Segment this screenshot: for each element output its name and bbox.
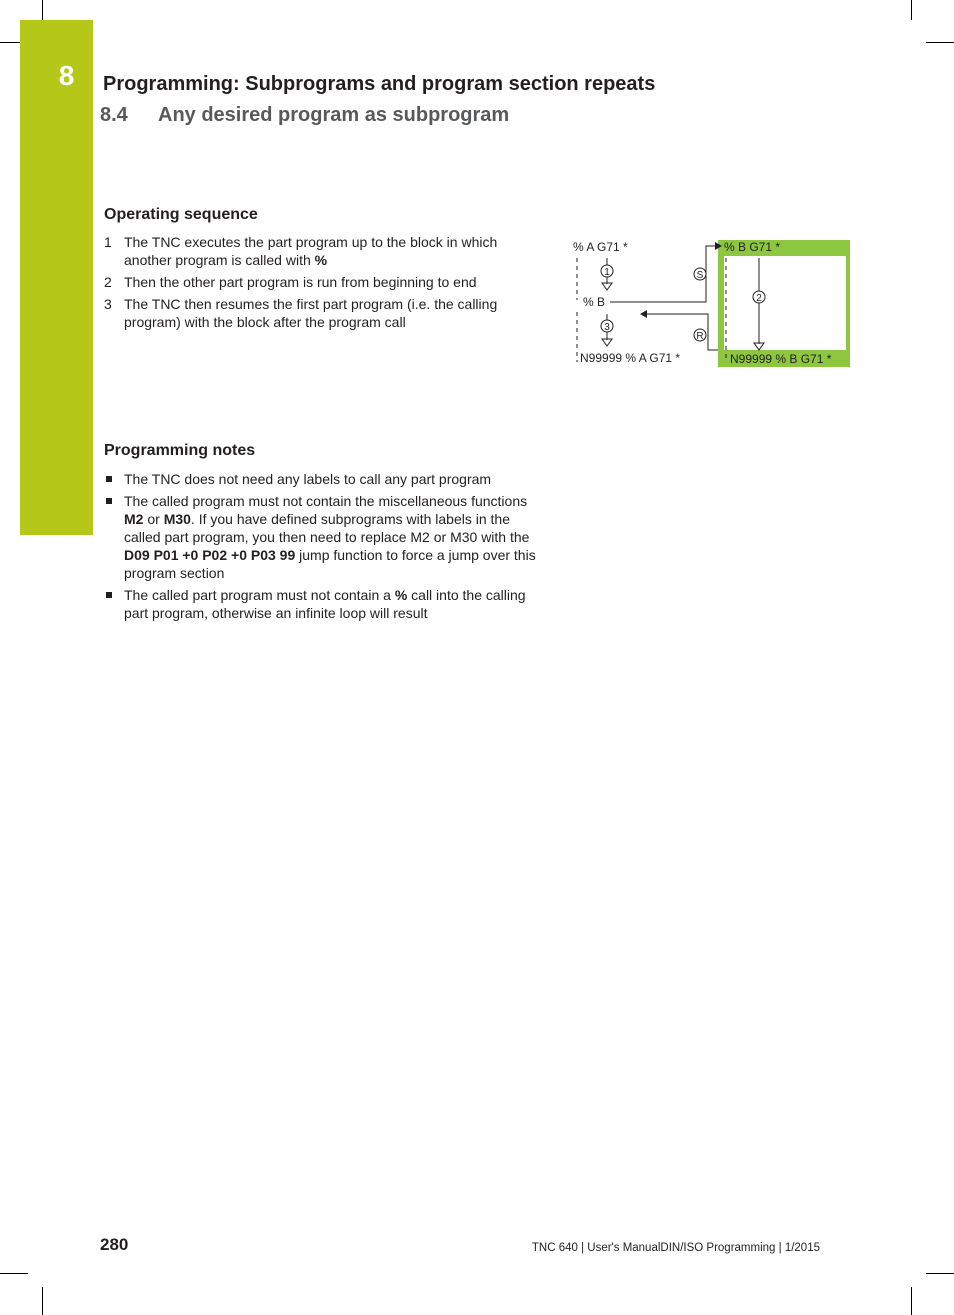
note-text: call into the calling part program, otherwise an infinite loop will result: [124, 587, 526, 621]
crop-mark: [42, 1287, 43, 1315]
arrow-head: [602, 339, 612, 346]
programming-notes-heading: Programming notes: [104, 442, 256, 459]
marker-2-label: 2: [756, 293, 762, 304]
step-code: %: [314, 252, 328, 268]
main-end-label: N99999 % A G71 *: [580, 351, 681, 365]
call-label: % B: [583, 295, 606, 309]
note-text: The called program must not contain the miscellaneous functions: [124, 493, 528, 509]
arrow-head: [602, 283, 612, 290]
note-text: . If you have defined subprograms with labels in the called part program, you then need to replace M2 or M30 with the: [124, 511, 530, 545]
crop-mark: [0, 1273, 28, 1274]
step-text: The TNC then resumes the first part program (i.e. the calling program) with the block after the program call: [124, 296, 498, 330]
note-text: The TNC does not need any labels to call any part program: [124, 471, 492, 487]
marker-s-label: S: [696, 270, 704, 281]
list-item: [104, 233, 524, 269]
note-code: %: [394, 587, 408, 603]
step-number: 1: [104, 234, 112, 250]
step-number: 2: [104, 274, 112, 290]
list-item: [104, 470, 544, 488]
note-text: or: [143, 511, 164, 527]
page-number: 280: [100, 1235, 129, 1254]
return-connector: [646, 314, 718, 350]
crop-mark: [42, 0, 43, 20]
note-text: The called part program must not contain a: [124, 587, 395, 603]
main-start-label: % A G71 *: [573, 240, 628, 254]
bullet-icon: [106, 498, 112, 504]
list-item: [104, 273, 524, 291]
subprogram-call-diagram: [568, 234, 852, 370]
called-program-body: [724, 256, 846, 350]
note-code: D09 P01 +0 P02 +0 P03 99: [124, 547, 296, 563]
bullet-icon: [106, 592, 112, 598]
programming-notes-list: [104, 470, 544, 626]
note-text: jump function to force a jump over this program section: [124, 547, 536, 581]
chapter-number: 8: [58, 60, 75, 91]
chapter-title: Programming: Subprograms and program section repeats: [103, 73, 656, 95]
note-code: M2: [124, 511, 144, 527]
list-item: [104, 295, 524, 331]
crop-mark: [926, 42, 954, 43]
crop-mark: [926, 1273, 954, 1274]
marker-3-label: 3: [604, 322, 610, 333]
arrow-head: [640, 310, 647, 318]
list-item: [104, 492, 544, 582]
crop-mark: [911, 0, 912, 20]
step-number: 3: [104, 296, 112, 312]
footer-text: TNC 640 | User's ManualDIN/ISO Programming | 1/2015: [531, 1242, 820, 1254]
section-title: Any desired program as subprogram: [158, 104, 510, 126]
crop-mark: [0, 42, 20, 43]
list-item: [104, 586, 544, 622]
operating-sequence-heading: Operating sequence: [104, 206, 258, 223]
bullet-icon: [106, 476, 112, 482]
marker-1-label: 1: [604, 267, 610, 278]
step-text: Then the other part program is run from beginning to end: [124, 274, 477, 290]
step-text: The TNC executes the part program up to the block in which another program is called with: [124, 234, 498, 268]
operating-sequence-list: [104, 233, 524, 335]
marker-r-label: R: [696, 331, 704, 342]
sub-start-label: % B G71 *: [724, 240, 781, 254]
note-code: M30: [163, 511, 191, 527]
crop-mark: [911, 1287, 912, 1315]
section-number: 8.4: [100, 104, 128, 126]
section-heading: [100, 104, 509, 127]
sub-end-label: N99999 % B G71 *: [730, 352, 832, 366]
chapter-sidebar: [20, 20, 93, 535]
